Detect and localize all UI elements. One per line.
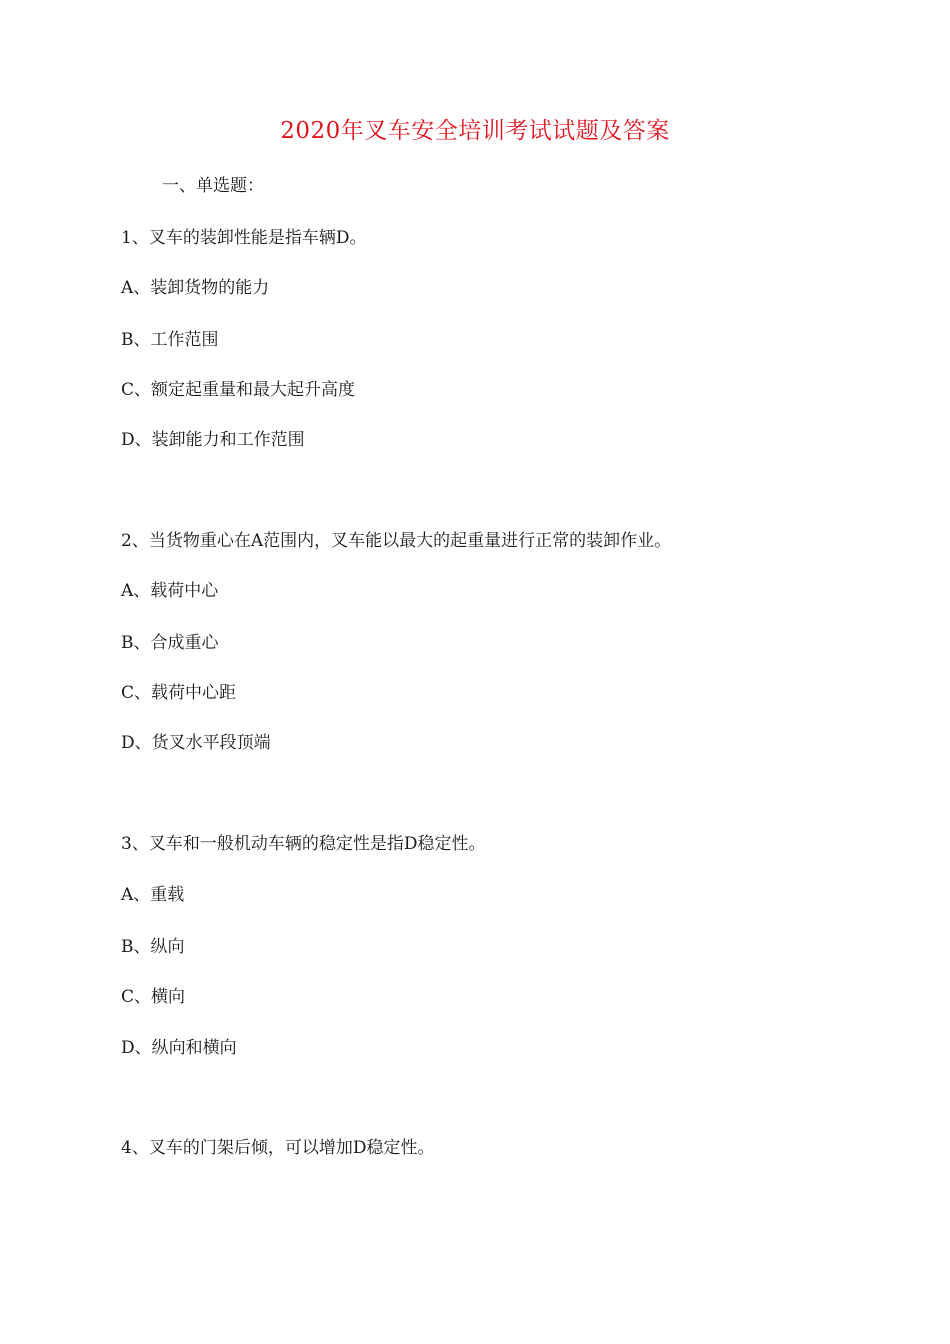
document-title: 2020年叉车安全培训考试试题及答案 (280, 118, 670, 144)
question-1-option-a: A、装卸货物的能力 (121, 278, 270, 298)
question-1-stem: 1、叉车的装卸性能是指车辆D。 (121, 228, 367, 248)
question-3-stem: 3、叉车和一般机动车辆的稳定性是指D稳定性。 (121, 834, 486, 854)
question-2-option-a: A、载荷中心 (121, 581, 219, 601)
question-1-option-c: C、额定起重量和最大起升高度 (121, 380, 356, 400)
question-2-option-d: D、货叉水平段顶端 (121, 733, 271, 753)
question-2-option-c: C、载荷中心距 (121, 683, 237, 703)
question-3-option-d: D、纵向和横向 (121, 1038, 237, 1058)
question-1-option-b: B、工作范围 (121, 330, 219, 350)
question-3-option-a: A、重载 (121, 885, 185, 905)
question-2-stem: 2、当货物重心在A范围内，叉车能以最大的起重量进行正常的装卸作业。 (121, 531, 672, 551)
section-heading: 一、单选题： (162, 176, 264, 196)
question-1-option-d: D、装卸能力和工作范围 (121, 430, 305, 450)
question-4-stem: 4、叉车的门架后倾，可以增加D稳定性。 (121, 1138, 435, 1158)
question-3-option-b: B、纵向 (121, 937, 185, 957)
question-2-option-b: B、合成重心 (121, 633, 219, 653)
question-3-option-c: C、横向 (121, 987, 186, 1007)
